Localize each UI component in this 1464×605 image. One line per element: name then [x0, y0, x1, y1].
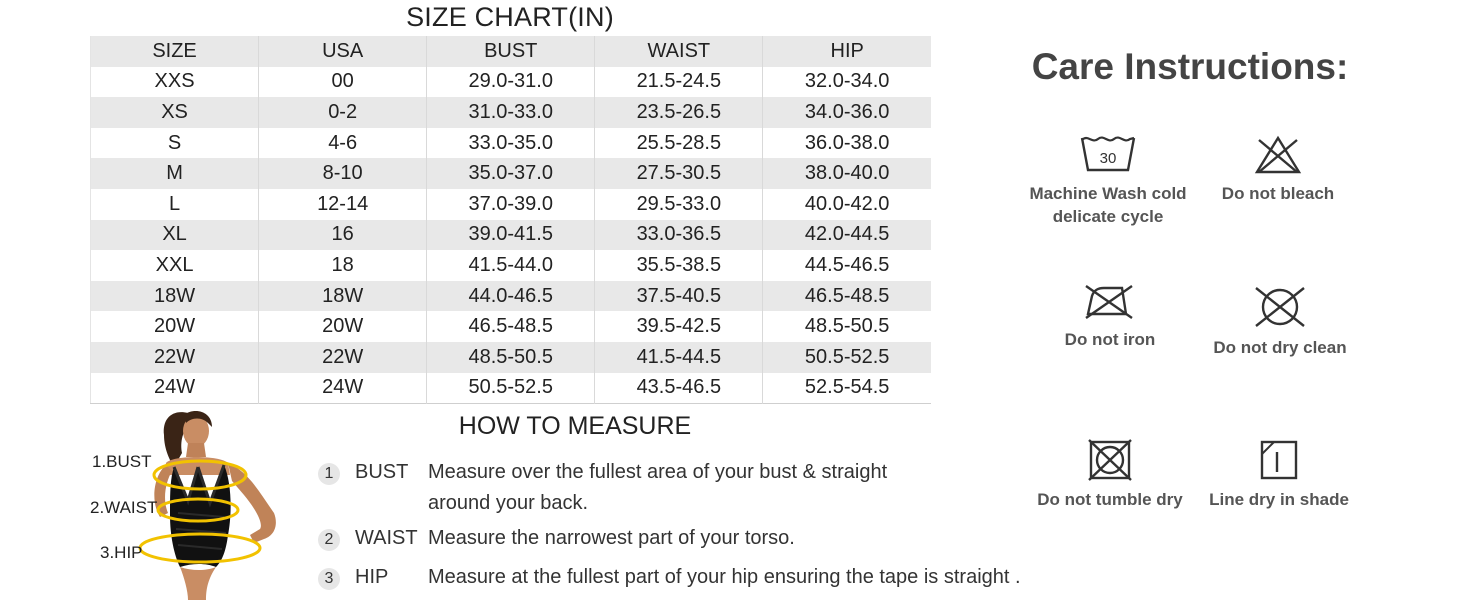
table-cell: M [91, 158, 259, 189]
table-row [91, 97, 932, 128]
care-instructions-title: Care Instructions: [1031, 46, 1349, 87]
table-cell: 18 [259, 250, 427, 281]
table-cell: 22W [91, 342, 259, 373]
step-number: 3 [318, 568, 340, 590]
table-cell: 34.0-36.0 [763, 97, 931, 128]
table-cell: 37.0-39.0 [427, 189, 595, 220]
table-cell: 8-10 [259, 158, 427, 189]
table-cell: 32.0-34.0 [804, 70, 890, 93]
table-cell: 20W [259, 311, 427, 342]
table-cell: 40.0-42.0 [804, 192, 890, 215]
table-cell: 00 [259, 67, 427, 98]
step-key: BUST [355, 461, 409, 483]
care-item-do-not-dry-clean [1185, 284, 1375, 359]
table-cell: 25.5-28.5 [595, 128, 763, 159]
table-row [91, 128, 932, 159]
care-item-do-not-iron [1015, 280, 1205, 351]
table-cell: 52.5-54.5 [804, 376, 890, 399]
table-cell: 33.0-35.0 [427, 128, 595, 159]
care-label: Machine Wash cold delicate cycle [1029, 184, 1187, 226]
care-label: Do not dry clean [1213, 338, 1347, 357]
column-header: SIZE [91, 36, 259, 67]
table-cell: 24W [259, 373, 427, 404]
care-item-line-dry-in-shade [1184, 438, 1374, 511]
do-not-bleach-icon [1251, 134, 1305, 176]
table-cell: 23.5-26.5 [595, 97, 763, 128]
table-cell: 31.0-33.0 [427, 97, 595, 128]
wash-temp-label: 30 [1099, 150, 1117, 167]
care-item-machine-wash [1013, 132, 1203, 228]
measure-figure [88, 405, 310, 600]
table-cell: XXS [91, 67, 259, 98]
step-text: Measure at the fullest part of your hip ensuring the tape is straight . [428, 566, 1021, 588]
table-cell: 41.5-44.5 [595, 342, 763, 373]
table-cell: 22W [259, 342, 427, 373]
table-cell: 41.5-44.0 [427, 250, 595, 281]
line-dry-in-shade-icon [1257, 438, 1301, 482]
table-cell: 20W [91, 311, 259, 342]
table-cell: 29.0-31.0 [427, 67, 595, 98]
column-header: WAIST [595, 36, 763, 67]
table-row [91, 189, 932, 220]
table-cell: XL [91, 220, 259, 251]
table-cell: 29.5-33.0 [595, 189, 763, 220]
table-row [91, 311, 932, 342]
care-label: Do not bleach [1221, 184, 1335, 203]
table-cell: 33.0-36.5 [595, 220, 763, 251]
step-key: WAIST [355, 527, 418, 549]
column-header: USA [259, 36, 427, 67]
table-cell: 37.5-40.5 [595, 281, 763, 312]
step-number: 2 [318, 529, 340, 551]
table-cell: 46.5-48.5 [763, 281, 931, 312]
table-cell: 4-6 [259, 128, 427, 159]
table-cell: 35.0-37.0 [427, 158, 595, 189]
table-cell: 12-14 [259, 189, 427, 220]
table-cell: 16 [259, 220, 427, 251]
table-cell: 48.5-50.5 [804, 315, 890, 338]
table-cell: XXL [91, 250, 259, 281]
care-label: Line dry in shade [1209, 490, 1349, 509]
table-row [91, 158, 932, 189]
column-header: HIP [763, 36, 931, 67]
do-not-tumble-dry-icon [1083, 438, 1137, 482]
table-cell: L [91, 189, 259, 220]
table-cell: 0-2 [259, 97, 427, 128]
table-cell: 27.5-30.5 [595, 158, 763, 189]
care-item-do-not-bleach [1183, 134, 1373, 205]
table-cell: 48.5-50.5 [427, 342, 595, 373]
table-row [91, 281, 932, 312]
figure-label-waist: 2.WAIST [90, 498, 158, 517]
table-cell: S [91, 128, 259, 159]
table-row [91, 342, 932, 373]
table-cell: 46.5-48.5 [427, 311, 595, 342]
table-row [91, 373, 932, 404]
table-header-row [91, 36, 932, 67]
table-cell: 44.5-46.5 [804, 253, 890, 276]
care-label: Do not iron [1064, 330, 1156, 349]
do-not-dry-clean-icon [1252, 284, 1308, 330]
step-text: Measure over the fullest area of your bust & straight around your back. [428, 461, 888, 514]
size-chart-table [90, 36, 931, 404]
table-row [91, 250, 932, 281]
step-text: Measure the narrowest part of your torso. [428, 527, 795, 549]
table-cell: 18W [91, 281, 259, 312]
care-item-do-not-tumble-dry [1015, 438, 1205, 511]
table-cell: 21.5-24.5 [595, 67, 763, 98]
table-row [91, 220, 932, 251]
table-cell: 24W [91, 373, 259, 404]
table-cell: 38.0-40.0 [763, 158, 931, 189]
table-cell: 42.0-44.5 [763, 220, 931, 251]
column-header: BUST [427, 36, 595, 67]
table-cell: 44.0-46.5 [427, 281, 595, 312]
table-cell: 36.0-38.0 [804, 131, 890, 154]
table-cell: 35.5-38.5 [595, 250, 763, 281]
figure-label-hip: 3.HIP [100, 543, 143, 562]
how-to-measure-title: HOW TO MEASURE [458, 412, 692, 440]
table-cell: 18W [259, 281, 427, 312]
table-cell: 39.0-41.5 [427, 220, 595, 251]
machine-wash-30-icon [1078, 132, 1138, 176]
table-row [91, 67, 932, 98]
step-number: 1 [318, 463, 340, 485]
do-not-iron-icon [1082, 280, 1138, 322]
size-chart-title: SIZE CHART(IN) [406, 2, 614, 32]
table-cell: 39.5-42.5 [595, 311, 763, 342]
table-cell: 50.5-52.5 [427, 373, 595, 404]
table-cell: 50.5-52.5 [763, 342, 931, 373]
figure-label-bust: 1.BUST [92, 452, 152, 471]
table-cell: XS [91, 97, 259, 128]
table-cell: 43.5-46.5 [595, 373, 763, 404]
care-label: Do not tumble dry [1037, 490, 1183, 509]
step-key: HIP [355, 566, 389, 588]
